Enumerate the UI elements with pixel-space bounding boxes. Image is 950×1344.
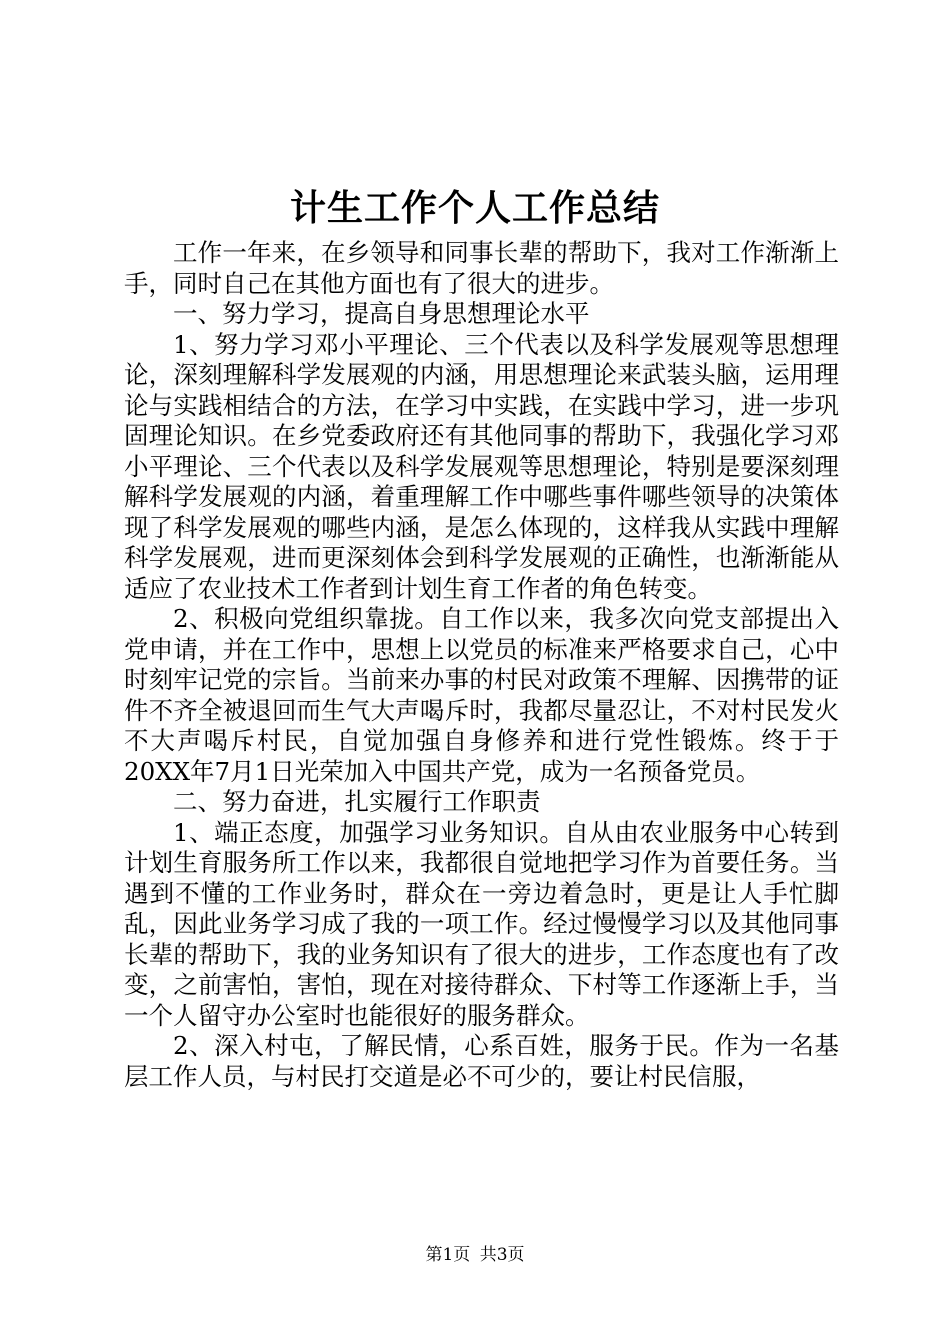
section-heading-1: 一、努力学习，提高自身思想理论水平 [173,299,590,328]
section-heading-2: 二、努力奋进，扎实履行工作职责 [173,787,541,816]
paragraph-intro: 工作一年来，在乡领导和同事长辈的帮助下，我对工作渐渐上手，同时自己在其他方面也有了很大的进步。 [124,238,839,298]
paragraph-1-2: 2、积极向党组织靠拢。自工作以来，我多次向党支部提出入党申请，并在工作中，思想上以党员的标准来严格要求自己，心中时刻牢记党的宗旨。当前来办事的村民对政策不理解、因携带的证件不齐全被退回而生气大声喝斥时，我都尽量忍让，不对村民发火不大声喝斥村民，自觉加强自身修养和进行党性锻炼。终于于20XX年7月1日光荣加入中国共产党，成为一名预备党员。 [124,604,839,786]
document-title: 计生工作个人工作总结 [289,187,660,229]
paragraph-2-2: 2、深入村屯，了解民情，心系百姓，服务于民。作为一名基层工作人员，与村民打交道是必不可少的，要让村民信服， [124,1031,839,1091]
paragraph-1-1: 1、努力学习邓小平理论、三个代表以及科学发展观等思想理论，深刻理解科学发展观的内涵，用思想理论来武装头脑，运用理论与实践相结合的方法，在学习中实践，在实践中学习，进一步巩固理论知识。在乡党委政府还有其他同事的帮助下，我强化学习邓小平理论、三个代表以及科学发展观等思想理论，特别是要深刻理解科学发展观的内涵，着重理解工作中哪些事件哪些领导的决策体现了科学发展观的哪些内涵，是怎么体现的，这样我从实践中理解科学发展观，进而更深刻体会到科学发展观的正确性，也渐渐能从适应了农业技术工作者到计划生育工作者的角色转变。 [124,329,839,603]
page-footer [0,1243,950,1267]
page-total: 共3页 [479,1245,525,1265]
document-body [124,238,839,1092]
paragraph-2-1: 1、端正态度，加强学习业务知识。自从由农业服务中心转到计划生育服务所工作以来，我都很自觉地把学习作为首要任务。当遇到不懂的工作业务时，群众在一旁边着急时，更是让人手忙脚乱，因此业务学习成了我的一项工作。经过慢慢学习以及其他同事长辈的帮助下，我的业务知识有了很大的进步，工作态度也有了改变，之前害怕，害怕，现在对接待群众、下村等工作逐渐上手，当一个人留守办公室时也能很好的服务群众。 [124,817,839,1030]
page-number: 第1页 [425,1245,471,1265]
